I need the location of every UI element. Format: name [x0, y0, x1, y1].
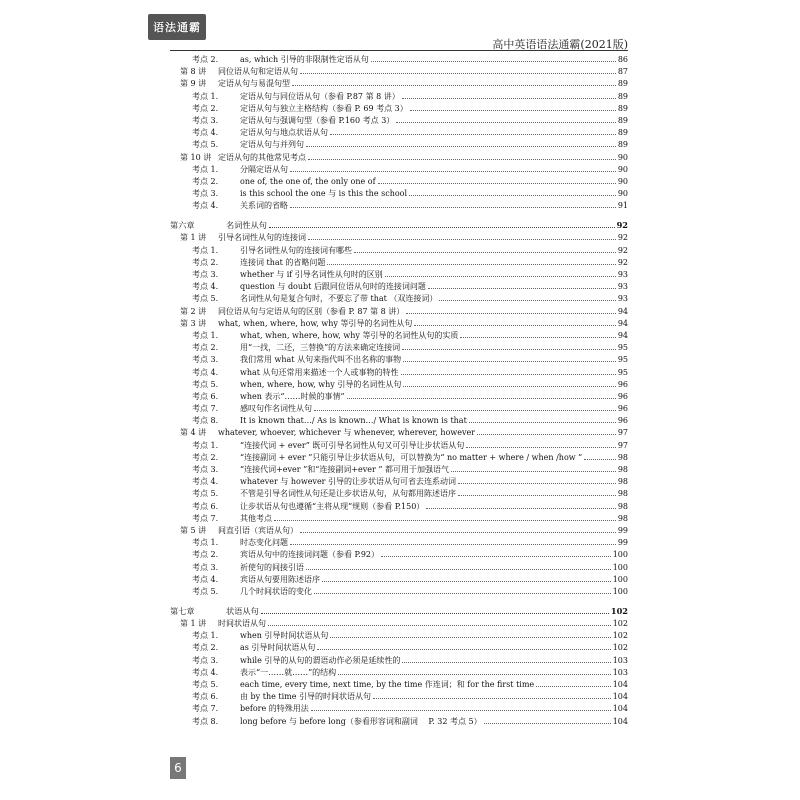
- table-of-contents: [170, 54, 628, 728]
- toc-entry-label: 考点 4.: [192, 477, 219, 487]
- toc-lecture-row[interactable]: [170, 525, 628, 537]
- dot-leader: [306, 568, 611, 570]
- toc-entry-title: “连接副词 + ever ”只能引导让步状语从句，可以替换为“ no matter + where / when /how ”: [240, 452, 583, 462]
- toc-entry-title: 宾语从句中的连接词问题（参看 P.92）: [240, 550, 380, 560]
- dot-leader: [458, 482, 616, 484]
- toc-point-row[interactable]: [170, 103, 628, 115]
- toc-entry-label: 第 9 讲: [180, 79, 207, 89]
- toc-point-row[interactable]: [170, 703, 628, 715]
- toc-entry-page: 96: [617, 391, 628, 401]
- dot-leader: [401, 373, 616, 375]
- toc-entry-page: 87: [617, 67, 628, 77]
- toc-entry-title: before 的特殊用法: [240, 704, 309, 714]
- toc-entry-label: 考点 6.: [192, 692, 219, 702]
- toc-entry-page: 98: [617, 452, 628, 462]
- toc-entry-label: 考点 3.: [192, 270, 219, 279]
- toc-point-row[interactable]: [170, 655, 628, 667]
- toc-entry-label: 考点 5.: [192, 294, 219, 304]
- toc-entry-label: 考点 3.: [192, 189, 219, 199]
- dot-leader: [536, 685, 611, 687]
- dot-leader: [414, 324, 615, 326]
- toc-entry-title: while 引导的从句的谓语动作必须是延续性的: [240, 655, 401, 665]
- toc-lecture-row[interactable]: [170, 66, 628, 78]
- dot-leader: [410, 109, 616, 111]
- dot-leader: [290, 206, 616, 208]
- toc-entry-page: 94: [617, 306, 628, 316]
- toc-entry-label: 第 3 讲: [180, 318, 207, 328]
- dot-leader: [484, 722, 611, 724]
- toc-entry-title: 表示“一……就……”的结构: [240, 667, 337, 677]
- dot-leader: [274, 519, 616, 521]
- toc-entry-page: 103: [612, 655, 628, 665]
- dot-leader: [317, 648, 610, 650]
- toc-entry-label: 考点 4.: [192, 201, 219, 211]
- toc-entry-label: 考点 5.: [192, 140, 219, 150]
- toc-entry-page: 98: [617, 489, 628, 499]
- toc-point-row[interactable]: [170, 452, 628, 464]
- toc-entry-page: 95: [617, 355, 628, 365]
- toc-entry-title: 不管是引导名词性从句还是让步状语从句，从句都用陈述语序: [240, 489, 456, 499]
- toc-entry-label: 第 1 讲: [180, 619, 207, 629]
- toc-entry-title: 分隔定语从句: [240, 164, 288, 174]
- toc-point-row[interactable]: [170, 630, 628, 642]
- toc-lecture-row[interactable]: [170, 78, 628, 90]
- toc-entry-label: 考点 8.: [192, 416, 219, 426]
- logo-text: 语法通霸: [153, 21, 201, 34]
- toc-entry-title: 时间状语从句: [218, 619, 266, 629]
- toc-point-row[interactable]: [170, 269, 628, 281]
- toc-entry-label: 考点 5.: [192, 586, 219, 596]
- dot-leader: [385, 275, 616, 277]
- toc-entry-title: whatever 与 however 引导的让步状语从句可省去连系动词: [240, 477, 457, 487]
- toc-entry-page: 96: [617, 404, 628, 414]
- toc-entry-page: 89: [617, 79, 628, 89]
- toc-lecture-row[interactable]: [170, 318, 628, 330]
- toc-entry-title: 感叹句作名词性从句: [240, 404, 312, 414]
- toc-entry-title: whether 与 if 引导名词性从句时的区别: [240, 270, 383, 279]
- dot-leader: [460, 336, 615, 338]
- toc-chapter-row[interactable]: [170, 604, 628, 618]
- toc-point-row[interactable]: [170, 716, 628, 728]
- toc-entry-page: 104: [612, 692, 628, 702]
- dot-leader: [314, 409, 616, 411]
- toc-entry-title: It is known that…/ As is known…/ What is known is that: [240, 416, 467, 426]
- toc-entry-page: 89: [617, 103, 628, 113]
- toc-entry-page: 90: [617, 176, 628, 186]
- toc-entry-page: 92: [617, 233, 628, 243]
- toc-entry-title: “连接代词+ever ”和“连接副词+ever ” 都可用于加强语气: [240, 465, 450, 474]
- toc-entry-title: 定语从句的其他常见考点: [218, 152, 306, 162]
- toc-point-row[interactable]: [170, 513, 628, 525]
- toc-entry-label: 第 1 讲: [180, 233, 207, 243]
- toc-entry-label: 考点 7.: [192, 513, 219, 523]
- toc-entry-page: 86: [617, 55, 628, 64]
- toc-entry-page: 100: [612, 574, 628, 584]
- toc-point-row[interactable]: [170, 188, 628, 200]
- toc-entry-title: is this school the one 与 is this the school: [240, 189, 408, 199]
- toc-entry-page: 93: [617, 270, 628, 279]
- dot-leader: [300, 72, 616, 74]
- toc-entry-title: 祈使句的间接引语: [240, 562, 304, 572]
- toc-entry-title: what, when, where, how, why 等引导的名词性从句: [218, 318, 413, 328]
- toc-entry-title: 间直引语（宾语从句）: [218, 525, 298, 535]
- toc-entry-label: 考点 3.: [192, 655, 219, 665]
- toc-point-row[interactable]: [170, 440, 628, 452]
- toc-entry-page: 94: [617, 330, 628, 340]
- toc-entry-title: long before 与 before long（参看形容词和副词 P. 32 考点 5）: [240, 716, 482, 726]
- toc-entry-label: 第 2 讲: [180, 306, 207, 316]
- toc-entry-page: 92: [617, 257, 628, 267]
- toc-entry-label: 考点 2.: [192, 452, 219, 462]
- toc-point-row[interactable]: [170, 391, 628, 403]
- toc-entry-page: 96: [617, 416, 628, 426]
- toc-point-row[interactable]: [170, 293, 628, 305]
- toc-entry-label: 考点 4.: [192, 282, 219, 292]
- dot-leader: [311, 709, 611, 711]
- toc-point-row[interactable]: [170, 415, 628, 427]
- dot-leader: [396, 121, 616, 123]
- toc-lecture-row[interactable]: [170, 306, 628, 318]
- toc-entry-page: 93: [617, 282, 628, 292]
- dot-leader: [409, 194, 616, 196]
- toc-entry-label: 考点 4.: [192, 574, 219, 584]
- dot-leader: [458, 494, 616, 496]
- toc-point-row[interactable]: [170, 488, 628, 500]
- toc-point-row[interactable]: [170, 464, 628, 476]
- toc-entry-title: when, where, how, why 引导的名词性从句: [240, 379, 402, 389]
- toc-entry-label: 考点 2.: [192, 550, 219, 560]
- toc-entry-label: 考点 1.: [192, 164, 219, 174]
- toc-entry-page: 90: [617, 189, 628, 199]
- toc-entry-title: 同位语从句和定语从句: [218, 67, 298, 77]
- toc-entry-page: 102: [612, 619, 628, 629]
- toc-entry-label: 第七章: [170, 606, 195, 617]
- toc-entry-label: 考点 5.: [192, 680, 219, 689]
- toc-entry-title: 定语从句与地点状语从句: [240, 128, 328, 138]
- dot-leader: [290, 170, 616, 172]
- toc-entry-label: 考点 2.: [192, 103, 219, 113]
- toc-entry-page: 100: [612, 550, 628, 560]
- toc-entry-title: 关系词的省略: [240, 201, 288, 211]
- toc-point-row[interactable]: [170, 139, 628, 151]
- dot-leader: [403, 385, 615, 387]
- dot-leader: [347, 397, 616, 399]
- toc-entry-page: 95: [617, 367, 628, 377]
- toc-entry-label: 考点 2.: [192, 176, 219, 186]
- toc-entry-page: 89: [617, 115, 628, 125]
- toc-entry-page: 97: [617, 440, 628, 450]
- toc-entry-title: 定语从句与易混句型: [218, 79, 290, 89]
- toc-entry-title: 时态变化问题: [240, 538, 288, 548]
- toc-entry-page: 90: [617, 164, 628, 174]
- toc-entry-page: 92: [616, 220, 628, 231]
- toc-entry-page: 99: [617, 538, 628, 548]
- toc-entry-label: 考点 3.: [192, 115, 219, 125]
- dot-leader: [373, 697, 611, 699]
- dot-leader: [428, 287, 616, 289]
- toc-point-row[interactable]: [170, 164, 628, 176]
- toc-entry-label: 考点 1.: [192, 330, 219, 340]
- dot-leader: [402, 661, 610, 663]
- toc-entry-title: 定语从句与独立主格结构（参看 P. 69 考点 3）: [240, 103, 408, 113]
- dot-leader: [371, 60, 616, 62]
- toc-entry-page: 91: [617, 201, 628, 211]
- dot-leader: [308, 238, 616, 240]
- dot-leader: [406, 312, 616, 314]
- dot-leader: [306, 145, 616, 147]
- toc-point-row[interactable]: [170, 91, 628, 103]
- toc-entry-label: 考点 7.: [192, 404, 219, 414]
- toc-entry-label: 考点 1.: [192, 91, 219, 101]
- dot-leader: [451, 470, 616, 472]
- toc-entry-page: 102: [612, 643, 628, 653]
- toc-entry-page: 100: [612, 562, 628, 572]
- toc-entry-page: 103: [612, 667, 628, 677]
- header-divider: [170, 50, 628, 51]
- toc-entry-title: when 引导时间状语从句: [240, 631, 329, 641]
- toc-entry-title: 名词性从句: [226, 220, 267, 231]
- dot-leader: [426, 507, 616, 509]
- toc-entry-page: 98: [617, 513, 628, 523]
- toc-point-row[interactable]: [170, 574, 628, 586]
- dot-leader: [261, 612, 609, 614]
- dot-leader: [322, 580, 611, 582]
- dot-leader: [584, 458, 616, 460]
- toc-entry-label: 考点 6.: [192, 501, 219, 511]
- toc-entry-label: 考点 4.: [192, 128, 219, 138]
- toc-entry-label: 考点 5.: [192, 379, 219, 389]
- toc-entry-title: as, which 引导的非限制性定语从句: [240, 55, 369, 64]
- toc-lecture-row[interactable]: [170, 618, 628, 630]
- toc-entry-title: when 表示“……时候的事情”: [240, 391, 345, 401]
- toc-entry-page: 97: [617, 428, 628, 438]
- dot-leader: [477, 433, 616, 435]
- toc-point-row[interactable]: [170, 354, 628, 366]
- toc-entry-title: 同位语从句与定语从句的区别（参看 P. 87 第 8 讲）: [218, 306, 405, 316]
- toc-entry-page: 95: [617, 343, 628, 353]
- toc-entry-label: 第 5 讲: [180, 525, 207, 535]
- toc-entry-page: 90: [617, 152, 628, 162]
- toc-point-row[interactable]: [170, 586, 628, 598]
- toc-point-row[interactable]: [170, 281, 628, 293]
- toc-point-row[interactable]: [170, 330, 628, 342]
- toc-entry-page: 98: [617, 465, 628, 474]
- toc-point-row[interactable]: [170, 342, 628, 354]
- toc-point-row[interactable]: [170, 176, 628, 188]
- toc-entry-label: 第 8 讲: [180, 67, 207, 77]
- toc-point-row[interactable]: [170, 367, 628, 379]
- dot-leader: [269, 226, 615, 228]
- toc-entry-label: 考点 1.: [192, 440, 219, 450]
- toc-point-row[interactable]: [170, 127, 628, 139]
- toc-entry-page: 89: [617, 91, 628, 101]
- toc-entry-page: 104: [612, 680, 628, 689]
- toc-entry-title: one of, the one of, the only one of: [240, 176, 376, 186]
- dot-leader: [354, 251, 616, 253]
- toc-entry-page: 104: [612, 716, 628, 726]
- dot-leader: [268, 624, 611, 626]
- dot-leader: [439, 299, 615, 301]
- toc-entry-page: 98: [617, 477, 628, 487]
- dot-leader: [402, 97, 616, 99]
- toc-entry-label: 考点 3.: [192, 465, 219, 474]
- toc-entry-label: 考点 2.: [192, 643, 219, 653]
- dot-leader: [314, 592, 611, 594]
- toc-entry-label: 第 4 讲: [180, 428, 207, 438]
- toc-point-row[interactable]: [170, 537, 628, 549]
- dot-leader: [330, 636, 610, 638]
- dot-leader: [378, 182, 616, 184]
- toc-entry-page: 96: [617, 379, 628, 389]
- toc-point-row[interactable]: [170, 257, 628, 269]
- dot-leader: [381, 555, 611, 557]
- toc-point-row[interactable]: [170, 476, 628, 488]
- toc-entry-page: 89: [617, 128, 628, 138]
- toc-entry-title: 名词性从句是复合句时，不要忘了带 that （双连接词）: [240, 294, 438, 304]
- toc-entry-title: 引导名词性从句的连接词: [218, 233, 306, 243]
- running-header-title: 高中英语语法通霸(2021版): [492, 38, 628, 51]
- toc-entry-label: 第 10 讲: [180, 152, 212, 162]
- dot-leader: [290, 543, 616, 545]
- toc-entry-title: 其他考点: [240, 513, 272, 523]
- toc-entry-label: 考点 1.: [192, 245, 219, 255]
- toc-entry-page: 93: [617, 294, 628, 304]
- toc-entry-title: 定语从句与同位语从句（参看 P.87 第 8 讲）: [240, 91, 400, 101]
- dot-leader: [300, 531, 616, 533]
- toc-entry-title: what 从句还常用来描述一个人或事物的特性: [240, 367, 399, 377]
- toc-entry-label: 考点 2.: [192, 55, 219, 64]
- toc-entry-label: 考点 3.: [192, 562, 219, 572]
- toc-entry-page: 102: [612, 631, 628, 641]
- toc-point-row[interactable]: [170, 200, 628, 212]
- publisher-logo: [148, 14, 206, 40]
- toc-point-row[interactable]: [170, 54, 628, 66]
- toc-point-row[interactable]: [170, 115, 628, 127]
- toc-entry-label: 考点 4.: [192, 367, 219, 377]
- toc-entry-title: 由 by the time 引导的时间状语从句: [240, 692, 372, 702]
- toc-point-row[interactable]: [170, 501, 628, 513]
- dot-leader: [466, 446, 615, 448]
- toc-point-row[interactable]: [170, 549, 628, 561]
- dot-leader: [469, 421, 616, 423]
- toc-entry-label: 考点 6.: [192, 391, 219, 401]
- toc-entry-title: 几个时间状语的变化: [240, 586, 312, 596]
- toc-entry-page: 98: [617, 501, 628, 511]
- toc-point-row[interactable]: [170, 691, 628, 703]
- toc-entry-title: as 引导时间状语从句: [240, 643, 316, 653]
- toc-point-row[interactable]: [170, 245, 628, 257]
- toc-entry-label: 考点 7.: [192, 704, 219, 714]
- toc-entry-label: 考点 1.: [192, 631, 219, 641]
- toc-point-row[interactable]: [170, 667, 628, 679]
- dot-leader: [330, 133, 616, 135]
- toc-entry-page: 102: [610, 606, 628, 617]
- toc-lecture-row[interactable]: [170, 427, 628, 439]
- toc-entry-label: 考点 2.: [192, 257, 219, 267]
- toc-point-row[interactable]: [170, 642, 628, 654]
- dot-leader: [338, 673, 611, 675]
- toc-entry-title: question 与 doubt 后跟同位语从句时的连接词问题: [240, 282, 426, 292]
- toc-entry-label: 第六章: [170, 220, 195, 231]
- toc-entry-title: 连接词 that 的省略问题: [240, 257, 326, 267]
- dot-leader: [292, 84, 616, 86]
- dot-leader: [308, 158, 616, 160]
- toc-point-row[interactable]: [170, 403, 628, 415]
- toc-entry-label: 考点 5.: [192, 489, 219, 499]
- toc-entry-page: 94: [617, 318, 628, 328]
- toc-entry-title: “连接代词 + ever” 既可引导名词性从句又可引导让步状语从句: [240, 440, 465, 450]
- toc-entry-page: 92: [617, 245, 628, 255]
- toc-entry-page: 104: [612, 704, 628, 714]
- toc-entry-title: each time, every time, next time, by the time 作连词；和 for the first time: [240, 680, 535, 689]
- toc-entry-title: 定语从句与强调句型（参看 P.160 考点 3）: [240, 115, 395, 125]
- toc-entry-page: 100: [612, 586, 628, 596]
- toc-entry-label: 考点 3.: [192, 355, 219, 365]
- toc-entry-label: 考点 4.: [192, 667, 219, 677]
- toc-entry-title: 我们常用 what 从句来指代叫不出名称的事物: [240, 355, 402, 365]
- dot-leader: [402, 348, 616, 350]
- toc-point-row[interactable]: [170, 562, 628, 574]
- toc-entry-title: 状语从句: [226, 606, 259, 617]
- toc-point-row[interactable]: [170, 379, 628, 391]
- toc-entry-label: 考点 8.: [192, 716, 219, 726]
- toc-entry-page: 99: [617, 525, 628, 535]
- toc-entry-title: 定语从句与并列句: [240, 140, 304, 150]
- toc-lecture-row[interactable]: [170, 152, 628, 164]
- toc-chapter-row[interactable]: [170, 218, 628, 232]
- toc-point-row[interactable]: [170, 679, 628, 691]
- toc-entry-label: 考点 2.: [192, 343, 219, 353]
- toc-entry-label: 考点 1.: [192, 538, 219, 548]
- toc-entry-title: what, when, where, how, why 等引导的名词性从句的实质: [240, 330, 459, 340]
- dot-leader: [403, 360, 616, 362]
- toc-entry-title: 用“一找，二还，三替换”的方法来确定连接词: [240, 343, 401, 353]
- toc-lecture-row[interactable]: [170, 232, 628, 244]
- toc-entry-title: 宾语从句要用陈述语序: [240, 574, 320, 584]
- page-number: 6: [170, 757, 186, 779]
- toc-entry-title: whatever, whoever, whichever 与 whenever, wherever, however: [218, 428, 476, 438]
- toc-entry-title: 引导名词性从句的连接词有哪些: [240, 245, 352, 255]
- dot-leader: [327, 263, 615, 265]
- toc-entry-page: 89: [617, 140, 628, 150]
- toc-entry-title: 让步状语从句也遵循“主将从现”规则（参看 P.150）: [240, 501, 425, 511]
